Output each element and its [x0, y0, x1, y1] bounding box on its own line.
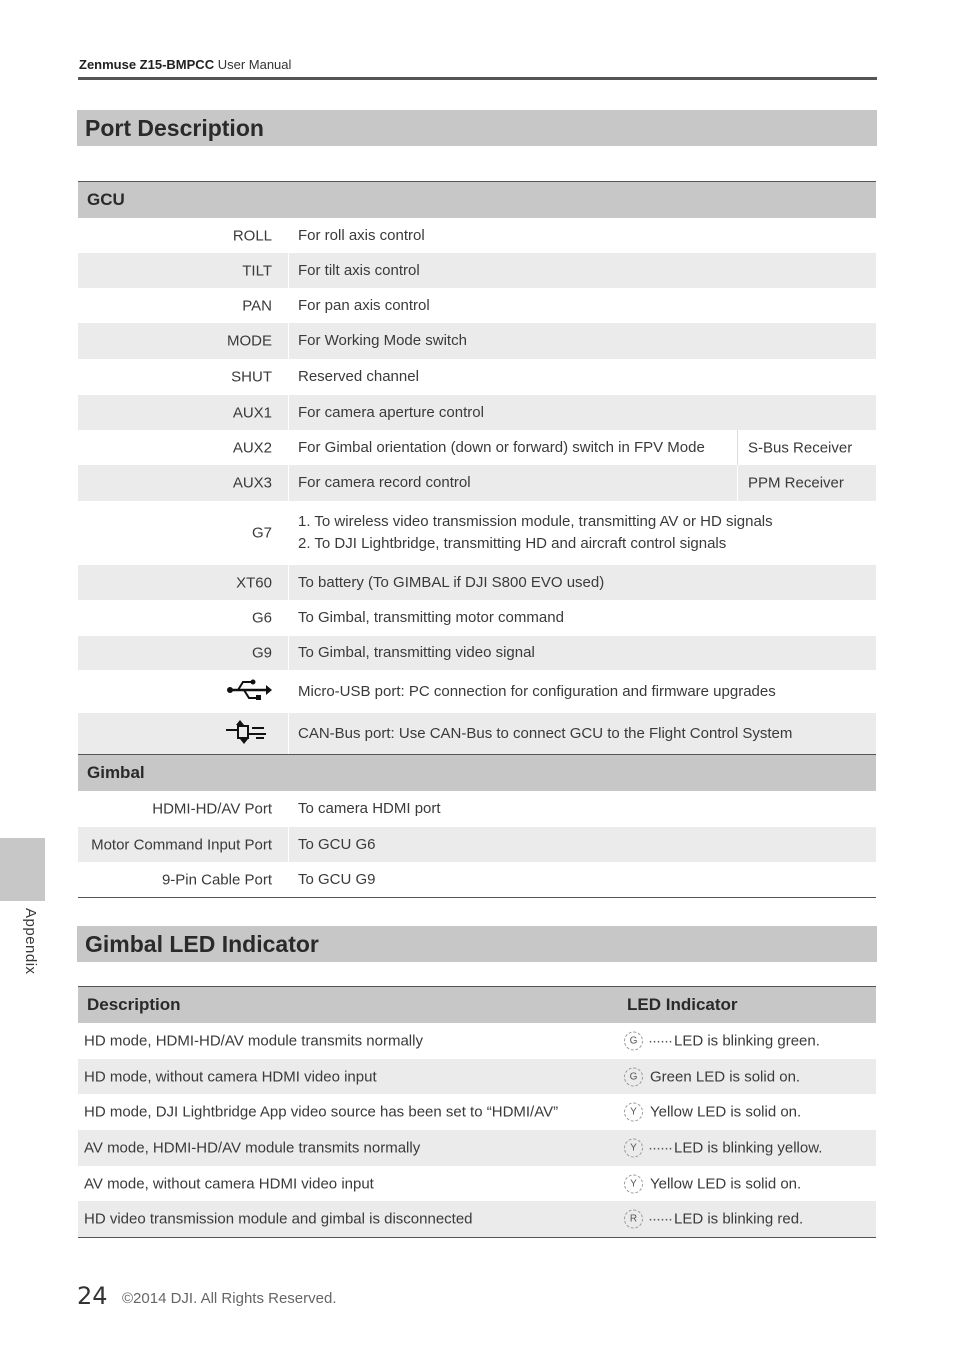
port-name: SHUT	[231, 368, 272, 386]
doc-name: User Manual	[217, 57, 292, 72]
gcu-label: GCU	[87, 190, 125, 209]
table-row	[78, 465, 876, 501]
led-desc: HD video transmission module and gimbal is disconnected	[84, 1210, 473, 1228]
gcu-group-header	[78, 182, 876, 218]
table-row	[78, 636, 876, 670]
table-row	[78, 827, 876, 862]
receiver-type: PPM Receiver	[748, 474, 844, 492]
led-state	[624, 1139, 822, 1158]
table-row	[78, 1130, 876, 1166]
product-name: Zenmuse Z15-BMPCC	[79, 57, 215, 72]
led-state	[624, 1032, 820, 1051]
led-text: LED is blinking green.	[673, 1032, 820, 1050]
led-text: LED is blinking yellow.	[673, 1139, 823, 1157]
running-header	[79, 57, 291, 72]
port-name: G9	[251, 644, 272, 662]
port-name: XT60	[236, 574, 272, 591]
table-bottom-rule	[78, 1237, 876, 1238]
port-desc: Reserved channel	[298, 368, 419, 385]
led-desc: HD mode, without camera HDMI video input	[84, 1068, 377, 1085]
table-row	[78, 862, 876, 897]
receiver-type: S-Bus Receiver	[748, 439, 853, 456]
page-number: 24	[77, 1282, 108, 1310]
port-desc-line2: 2. To DJI Lightbridge, transmitting HD and aircraft control signals	[298, 535, 727, 552]
col-led-indicator: LED Indicator	[627, 995, 738, 1014]
led-desc: AV mode, without camera HDMI video input	[84, 1175, 374, 1192]
port-desc: To camera HDMI port	[298, 800, 441, 817]
led-color-icon: Y	[624, 1139, 643, 1158]
usb-icon	[226, 679, 272, 705]
led-color-icon: G	[624, 1032, 643, 1051]
port-name: Motor Command Input Port	[91, 836, 272, 853]
led-desc: AV mode, HDMI-HD/AV module transmits normally	[84, 1139, 421, 1157]
led-desc: HD mode, DJI Lightbridge App video source has been set to “HDMI/AV”	[84, 1103, 559, 1121]
port-desc: For pan axis control	[298, 296, 430, 314]
port-desc: To battery (To GIMBAL if DJI S800 EVO used)	[298, 573, 605, 591]
led-table-header	[78, 987, 876, 1023]
led-state	[624, 1103, 801, 1122]
table-row	[78, 288, 876, 323]
port-desc: For roll axis control	[298, 226, 425, 244]
led-text: Yellow LED is solid on.	[650, 1175, 802, 1192]
port-desc: For Gimbal orientation (down or forward) switch in FPV Mode	[298, 438, 705, 456]
led-text: LED is blinking red.	[673, 1210, 804, 1228]
port-description-heading	[77, 110, 877, 146]
led-indicator-heading	[77, 926, 877, 962]
blink-dots: ······	[648, 1139, 672, 1157]
table-row	[78, 1059, 876, 1094]
port-desc: To GCU G9	[298, 870, 376, 888]
table-row	[78, 1094, 876, 1130]
table-row	[78, 253, 876, 288]
table-row	[78, 1023, 876, 1059]
led-color-icon: Y	[624, 1103, 643, 1122]
port-desc: To Gimbal, transmitting motor command	[298, 609, 564, 626]
table-row	[78, 670, 876, 713]
led-text: Green LED is solid on.	[650, 1068, 801, 1085]
can-bus-icon	[226, 720, 268, 748]
led-state	[624, 1067, 800, 1086]
table-row	[78, 1201, 876, 1237]
port-desc: For Working Mode switch	[298, 332, 467, 349]
port-name: AUX1	[232, 404, 272, 421]
port-name: TILT	[242, 262, 272, 279]
table-row	[78, 395, 876, 430]
table-row	[78, 713, 876, 754]
port-desc: For camera aperture control	[298, 403, 484, 421]
blink-dots: ······	[648, 1032, 672, 1050]
port-desc: CAN-Bus port: Use CAN-Bus to connect GCU to the Flight Control System	[298, 724, 793, 742]
led-state	[624, 1174, 801, 1193]
port-name: PAN	[242, 297, 272, 314]
port-desc: For tilt axis control	[298, 261, 420, 279]
port-name: 9-Pin Cable Port	[161, 871, 272, 888]
table-row	[78, 218, 876, 253]
col-description: Description	[87, 995, 181, 1014]
table-row	[78, 1166, 876, 1201]
header-rule	[78, 77, 877, 80]
port-name: AUX3	[232, 474, 272, 492]
table-row	[78, 501, 876, 565]
table-row	[78, 791, 876, 827]
led-color-icon: Y	[624, 1174, 643, 1193]
port-name: G6	[251, 609, 272, 627]
table-row	[78, 323, 876, 359]
led-desc: HD mode, HDMI-HD/AV module transmits normally	[84, 1032, 423, 1050]
port-description-title: Port Description	[85, 115, 264, 141]
blink-dots: ······	[648, 1210, 672, 1228]
gimbal-label: Gimbal	[87, 763, 145, 782]
port-name: ROLL	[232, 227, 272, 244]
appendix-side-tab	[0, 838, 45, 901]
port-desc: Micro-USB port: PC connection for configuration and firmware upgrades	[298, 682, 776, 700]
port-name: G7	[251, 524, 272, 542]
appendix-label: Appendix	[22, 908, 39, 975]
port-desc	[298, 511, 773, 555]
table-row	[78, 430, 876, 465]
port-name: AUX2	[232, 439, 272, 456]
table-bottom-rule	[78, 897, 876, 898]
led-indicator-title: Gimbal LED Indicator	[85, 931, 319, 957]
led-color-icon: G	[624, 1067, 643, 1086]
port-desc-line1: 1. To wireless video transmission module, transmitting AV or HD signals	[298, 513, 773, 530]
table-row	[78, 600, 876, 636]
port-desc: To GCU G6	[298, 835, 376, 853]
led-state	[624, 1210, 803, 1229]
gimbal-group-header	[78, 755, 876, 791]
led-text: Yellow LED is solid on.	[650, 1103, 802, 1121]
port-name: HDMI-HD/AV Port	[152, 800, 272, 818]
led-color-icon: R	[624, 1210, 643, 1229]
table-row	[78, 565, 876, 600]
port-desc: To Gimbal, transmitting video signal	[298, 644, 535, 661]
copyright: ©2014 DJI. All Rights Reserved.	[122, 1290, 337, 1307]
port-name: MODE	[227, 332, 272, 350]
table-row	[78, 359, 876, 395]
port-desc: For camera record control	[298, 474, 471, 491]
